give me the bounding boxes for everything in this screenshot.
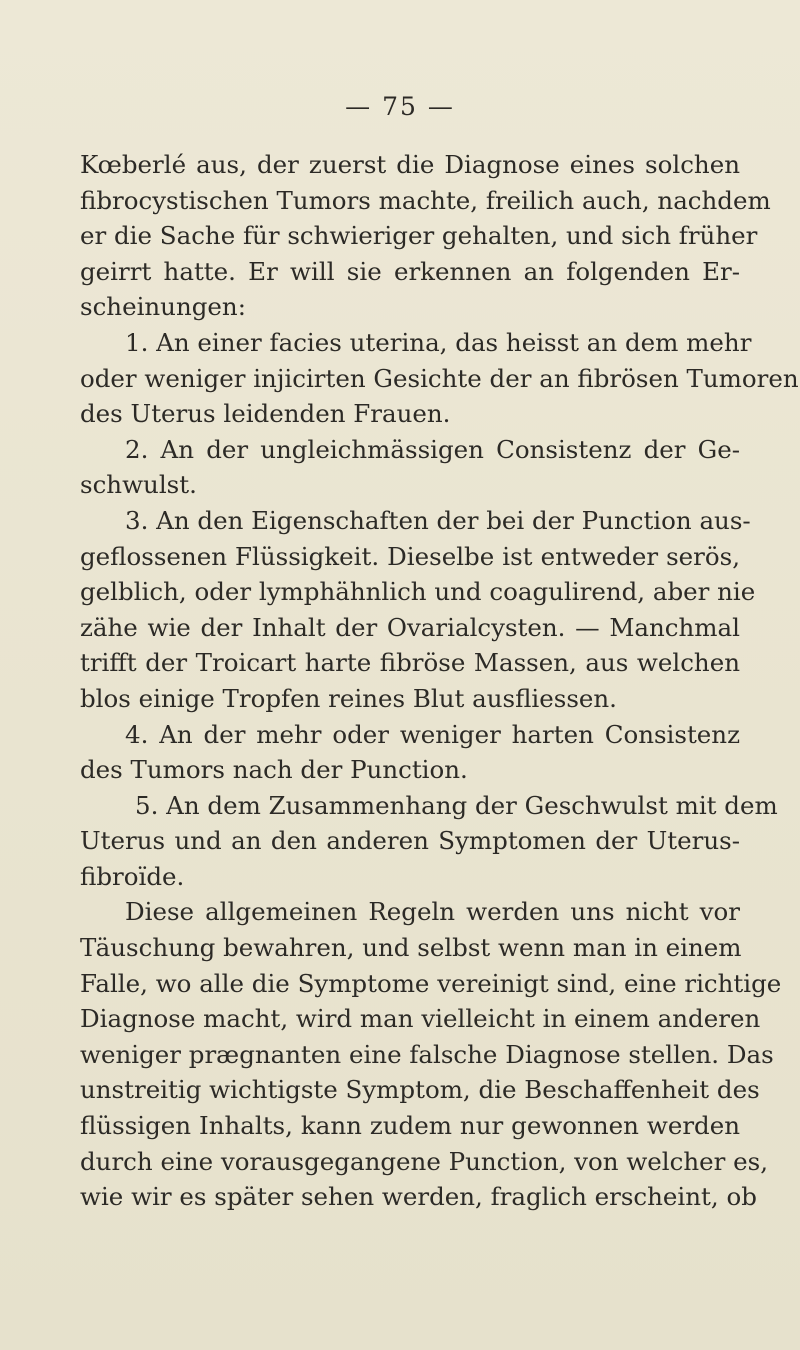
text-line: fibrocystischen Tumors machte, freilich auch, nachdem [80, 185, 771, 215]
body-text [80, 147, 799, 1215]
text-line: trifft der Troicart harte fibröse Massen, aus welchen [80, 648, 740, 678]
text-line: Diagnose macht, wird man vielleicht in einem anderen [80, 1004, 761, 1034]
text-line: blos einige Tropfen reines Blut ausfliessen. [80, 683, 617, 713]
text-line: Täuschung bewahren, und selbst wenn man in einem [80, 933, 742, 963]
text-line: scheinungen: [80, 292, 246, 322]
text-line: 4. An der mehr oder weniger harten Consistenz [125, 719, 740, 749]
text-line: gelblich, oder lymphähnlich und coagulirend, aber nie [80, 577, 756, 607]
text-line: 3. An den Eigenschaften der bei der Punction aus- [125, 505, 751, 535]
text-line: wie wir es später sehen werden, fraglich erscheint, ob [80, 1182, 757, 1212]
text-line: flüssigen Inhalts, kann zudem nur gewonnen werden [80, 1111, 740, 1141]
text-line: 2. An der ungleichmässigen Consistenz der Ge- [125, 434, 740, 464]
page-number: — 75 — [345, 92, 455, 121]
text-line: schwulst. [80, 470, 197, 500]
text-line: er die Sache für schwieriger gehalten, und sich früher [80, 221, 758, 251]
text-line: unstreitig wichtigste Symptom, die Beschaffenheit des [80, 1075, 760, 1105]
text-line: oder weniger injicirten Gesichte der an fibrösen Tumoren [80, 363, 799, 393]
text-line: Uterus und an den anderen Symptomen der Uterus- [80, 826, 740, 856]
text-line: Falle, wo alle die Symptome vereinigt sind, eine richtige [80, 968, 782, 998]
text-line: Diese allgemeinen Regeln werden uns nicht vor [125, 897, 740, 927]
text-line: weniger prægnanten eine falsche Diagnose stellen. Das [80, 1039, 774, 1069]
text-line: geirrt hatte. Er will sie erkennen an folgenden Er- [80, 256, 740, 286]
text-line: des Tumors nach der Punction. [80, 755, 468, 785]
text-line: 1. An einer facies uterina, das heisst an dem mehr [125, 327, 752, 357]
text-line: zähe wie der Inhalt der Ovarialcysten. — Manchmal [80, 612, 740, 642]
text-line: durch eine vorausgegangene Punction, von welcher es, [80, 1146, 768, 1176]
text-line: 5. An dem Zusammenhang der Geschwulst mit dem [135, 790, 778, 820]
text-line: Kœberlé aus, der zuerst die Diagnose eines solchen [80, 150, 740, 179]
text-line: des Uterus leidenden Frauen. [80, 399, 451, 429]
text-line: geflossenen Flüssigkeit. Dieselbe ist entweder serös, [80, 541, 740, 571]
text-line: fibroïde. [80, 861, 185, 891]
